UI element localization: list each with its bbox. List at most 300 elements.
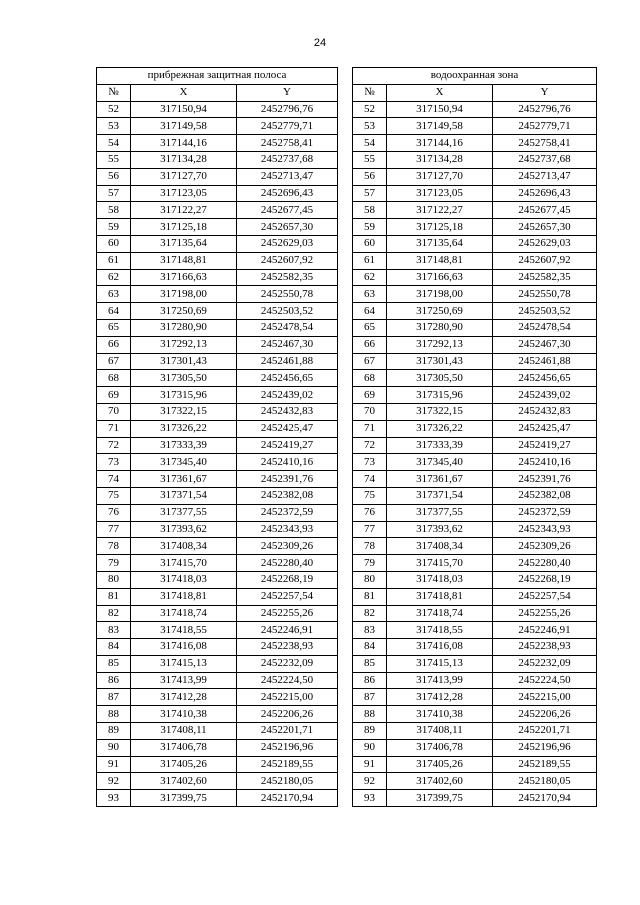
right-cell-num: 58 xyxy=(353,202,387,219)
right-cell-x: 317416,08 xyxy=(387,639,493,656)
left-cell-y: 2452478,54 xyxy=(237,319,338,336)
right-cell-y: 2452343,93 xyxy=(493,521,597,538)
left-cell-x: 317413,99 xyxy=(131,672,237,689)
table-row xyxy=(97,135,597,152)
right-cell-y: 2452478,54 xyxy=(493,319,597,336)
left-cell-x: 317122,27 xyxy=(131,202,237,219)
left-cell-y: 2452232,09 xyxy=(237,655,338,672)
table-title-row xyxy=(97,68,597,85)
left-cell-num: 70 xyxy=(97,403,131,420)
right-cell-y: 2452425,47 xyxy=(493,420,597,437)
left-cell-num: 76 xyxy=(97,504,131,521)
right-cell-num: 83 xyxy=(353,622,387,639)
table-row xyxy=(97,303,597,320)
left-cell-num: 90 xyxy=(97,739,131,756)
right-cell-num: 66 xyxy=(353,336,387,353)
right-cell-num: 84 xyxy=(353,639,387,656)
right-cell-num: 92 xyxy=(353,773,387,790)
left-cell-y: 2452550,78 xyxy=(237,286,338,303)
right-cell-num: 72 xyxy=(353,437,387,454)
left-cell-num: 79 xyxy=(97,555,131,572)
left-cell-num: 89 xyxy=(97,723,131,740)
column-gap xyxy=(338,471,353,488)
right-cell-y: 2452215,00 xyxy=(493,689,597,706)
table-body xyxy=(97,101,597,806)
left-cell-num: 57 xyxy=(97,185,131,202)
right-cell-x: 317125,18 xyxy=(387,219,493,236)
table-row xyxy=(97,319,597,336)
left-cell-y: 2452503,52 xyxy=(237,303,338,320)
right-header-x: X xyxy=(387,84,493,101)
table-row xyxy=(97,454,597,471)
column-gap xyxy=(338,723,353,740)
right-cell-y: 2452201,71 xyxy=(493,723,597,740)
right-cell-num: 89 xyxy=(353,723,387,740)
right-cell-x: 317292,13 xyxy=(387,336,493,353)
right-cell-num: 68 xyxy=(353,370,387,387)
column-gap xyxy=(338,571,353,588)
right-cell-x: 317410,38 xyxy=(387,706,493,723)
left-cell-x: 317127,70 xyxy=(131,168,237,185)
left-cell-y: 2452467,30 xyxy=(237,336,338,353)
column-gap xyxy=(338,319,353,336)
table-row xyxy=(97,706,597,723)
right-cell-y: 2452232,09 xyxy=(493,655,597,672)
left-cell-x: 317410,38 xyxy=(131,706,237,723)
left-cell-y: 2452196,96 xyxy=(237,739,338,756)
left-cell-num: 80 xyxy=(97,571,131,588)
right-cell-x: 317418,55 xyxy=(387,622,493,639)
right-cell-x: 317198,00 xyxy=(387,286,493,303)
right-cell-y: 2452391,76 xyxy=(493,471,597,488)
column-gap xyxy=(338,521,353,538)
column-gap xyxy=(338,84,353,101)
column-gap xyxy=(338,336,353,353)
right-cell-x: 317418,03 xyxy=(387,571,493,588)
left-cell-x: 317418,03 xyxy=(131,571,237,588)
right-cell-num: 91 xyxy=(353,756,387,773)
right-cell-num: 81 xyxy=(353,588,387,605)
right-cell-y: 2452382,08 xyxy=(493,487,597,504)
right-cell-y: 2452419,27 xyxy=(493,437,597,454)
right-cell-y: 2452255,26 xyxy=(493,605,597,622)
left-cell-y: 2452180,05 xyxy=(237,773,338,790)
right-cell-x: 317361,67 xyxy=(387,471,493,488)
column-gap xyxy=(338,403,353,420)
right-cell-num: 88 xyxy=(353,706,387,723)
left-cell-y: 2452607,92 xyxy=(237,252,338,269)
column-gap xyxy=(338,219,353,236)
left-cell-x: 317406,78 xyxy=(131,739,237,756)
left-cell-num: 73 xyxy=(97,454,131,471)
left-cell-num: 64 xyxy=(97,303,131,320)
table-row xyxy=(97,269,597,286)
column-gap xyxy=(338,655,353,672)
right-cell-y: 2452372,59 xyxy=(493,504,597,521)
right-cell-x: 317402,60 xyxy=(387,773,493,790)
left-cell-x: 317345,40 xyxy=(131,454,237,471)
right-cell-x: 317148,81 xyxy=(387,252,493,269)
right-cell-y: 2452737,68 xyxy=(493,151,597,168)
left-cell-y: 2452238,93 xyxy=(237,639,338,656)
right-cell-num: 71 xyxy=(353,420,387,437)
column-gap xyxy=(338,487,353,504)
left-cell-x: 317418,55 xyxy=(131,622,237,639)
left-cell-x: 317418,81 xyxy=(131,588,237,605)
right-header-y: Y xyxy=(493,84,597,101)
left-cell-num: 62 xyxy=(97,269,131,286)
right-cell-y: 2452713,47 xyxy=(493,168,597,185)
left-cell-num: 87 xyxy=(97,689,131,706)
left-cell-y: 2452758,41 xyxy=(237,135,338,152)
right-cell-y: 2452696,43 xyxy=(493,185,597,202)
right-cell-x: 317315,96 xyxy=(387,387,493,404)
table-row xyxy=(97,672,597,689)
left-cell-num: 56 xyxy=(97,168,131,185)
left-cell-num: 58 xyxy=(97,202,131,219)
table-row xyxy=(97,504,597,521)
table-row xyxy=(97,639,597,656)
right-cell-num: 55 xyxy=(353,151,387,168)
left-cell-y: 2452170,94 xyxy=(237,790,338,807)
table-row xyxy=(97,219,597,236)
page-number: 24 xyxy=(313,37,327,49)
column-gap xyxy=(338,622,353,639)
right-cell-num: 80 xyxy=(353,571,387,588)
table-header-row xyxy=(97,84,597,101)
right-cell-x: 317301,43 xyxy=(387,353,493,370)
left-cell-num: 85 xyxy=(97,655,131,672)
right-cell-y: 2452779,71 xyxy=(493,118,597,135)
left-cell-y: 2452461,88 xyxy=(237,353,338,370)
left-cell-x: 317305,50 xyxy=(131,370,237,387)
left-cell-num: 53 xyxy=(97,118,131,135)
table-row xyxy=(97,471,597,488)
left-cell-x: 317415,13 xyxy=(131,655,237,672)
left-cell-y: 2452696,43 xyxy=(237,185,338,202)
table-row xyxy=(97,336,597,353)
left-cell-y: 2452343,93 xyxy=(237,521,338,538)
table-row xyxy=(97,202,597,219)
right-cell-num: 82 xyxy=(353,605,387,622)
left-cell-x: 317166,63 xyxy=(131,269,237,286)
left-cell-num: 61 xyxy=(97,252,131,269)
right-cell-y: 2452257,54 xyxy=(493,588,597,605)
right-cell-y: 2452268,19 xyxy=(493,571,597,588)
column-gap xyxy=(338,353,353,370)
right-cell-y: 2452410,16 xyxy=(493,454,597,471)
left-cell-y: 2452246,91 xyxy=(237,622,338,639)
table-row xyxy=(97,370,597,387)
left-cell-y: 2452382,08 xyxy=(237,487,338,504)
left-cell-y: 2452657,30 xyxy=(237,219,338,236)
table-row xyxy=(97,387,597,404)
right-cell-y: 2452503,52 xyxy=(493,303,597,320)
left-cell-x: 317402,60 xyxy=(131,773,237,790)
left-cell-y: 2452224,50 xyxy=(237,672,338,689)
table-row xyxy=(97,655,597,672)
column-gap xyxy=(338,756,353,773)
right-cell-x: 317123,05 xyxy=(387,185,493,202)
right-cell-x: 317377,55 xyxy=(387,504,493,521)
left-cell-y: 2452439,02 xyxy=(237,387,338,404)
table-row xyxy=(97,185,597,202)
table-row xyxy=(97,622,597,639)
left-cell-y: 2452189,55 xyxy=(237,756,338,773)
table-row xyxy=(97,420,597,437)
table-row xyxy=(97,723,597,740)
left-cell-x: 317123,05 xyxy=(131,185,237,202)
right-cell-x: 317322,15 xyxy=(387,403,493,420)
right-cell-x: 317135,64 xyxy=(387,235,493,252)
table-row xyxy=(97,353,597,370)
right-cell-num: 61 xyxy=(353,252,387,269)
table-row xyxy=(97,538,597,555)
left-cell-num: 66 xyxy=(97,336,131,353)
column-gap xyxy=(338,689,353,706)
column-gap xyxy=(338,269,353,286)
column-gap xyxy=(338,588,353,605)
left-cell-x: 317415,70 xyxy=(131,555,237,572)
right-cell-x: 317413,99 xyxy=(387,672,493,689)
left-cell-y: 2452629,03 xyxy=(237,235,338,252)
left-cell-y: 2452391,76 xyxy=(237,471,338,488)
right-cell-y: 2452456,65 xyxy=(493,370,597,387)
column-gap xyxy=(338,118,353,135)
left-cell-x: 317393,62 xyxy=(131,521,237,538)
left-cell-num: 72 xyxy=(97,437,131,454)
left-cell-num: 78 xyxy=(97,538,131,555)
column-gap xyxy=(338,706,353,723)
right-cell-num: 78 xyxy=(353,538,387,555)
column-gap xyxy=(338,538,353,555)
left-section-title: прибрежная защитная полоса xyxy=(97,68,338,85)
right-cell-y: 2452189,55 xyxy=(493,756,597,773)
table-row xyxy=(97,286,597,303)
left-cell-x: 317408,34 xyxy=(131,538,237,555)
left-cell-x: 317250,69 xyxy=(131,303,237,320)
right-cell-num: 60 xyxy=(353,235,387,252)
table-row xyxy=(97,790,597,807)
right-cell-num: 62 xyxy=(353,269,387,286)
left-cell-num: 59 xyxy=(97,219,131,236)
right-cell-y: 2452657,30 xyxy=(493,219,597,236)
right-cell-num: 64 xyxy=(353,303,387,320)
left-cell-num: 81 xyxy=(97,588,131,605)
right-cell-num: 77 xyxy=(353,521,387,538)
left-cell-y: 2452425,47 xyxy=(237,420,338,437)
left-header-x: X xyxy=(131,84,237,101)
column-gap xyxy=(338,437,353,454)
column-gap xyxy=(338,555,353,572)
column-gap xyxy=(338,605,353,622)
left-cell-x: 317361,67 xyxy=(131,471,237,488)
left-cell-x: 317292,13 xyxy=(131,336,237,353)
left-cell-x: 317326,22 xyxy=(131,420,237,437)
right-cell-x: 317415,13 xyxy=(387,655,493,672)
table-row xyxy=(97,151,597,168)
right-cell-num: 53 xyxy=(353,118,387,135)
right-cell-num: 76 xyxy=(353,504,387,521)
right-cell-x: 317166,63 xyxy=(387,269,493,286)
left-cell-y: 2452677,45 xyxy=(237,202,338,219)
left-cell-y: 2452372,59 xyxy=(237,504,338,521)
column-gap xyxy=(338,185,353,202)
right-cell-num: 75 xyxy=(353,487,387,504)
left-cell-y: 2452779,71 xyxy=(237,118,338,135)
right-cell-y: 2452677,45 xyxy=(493,202,597,219)
left-cell-x: 317315,96 xyxy=(131,387,237,404)
right-cell-y: 2452170,94 xyxy=(493,790,597,807)
left-cell-x: 317198,00 xyxy=(131,286,237,303)
right-cell-x: 317127,70 xyxy=(387,168,493,185)
table-row xyxy=(97,437,597,454)
right-cell-num: 54 xyxy=(353,135,387,152)
right-cell-y: 2452280,40 xyxy=(493,555,597,572)
left-cell-x: 317412,28 xyxy=(131,689,237,706)
left-cell-y: 2452796,76 xyxy=(237,101,338,118)
left-cell-num: 77 xyxy=(97,521,131,538)
left-header-num: № xyxy=(97,84,131,101)
column-gap xyxy=(338,672,353,689)
right-cell-x: 317393,62 xyxy=(387,521,493,538)
right-cell-y: 2452246,91 xyxy=(493,622,597,639)
right-cell-x: 317326,22 xyxy=(387,420,493,437)
table-row xyxy=(97,403,597,420)
column-gap xyxy=(338,454,353,471)
right-cell-x: 317408,34 xyxy=(387,538,493,555)
left-cell-num: 71 xyxy=(97,420,131,437)
left-cell-num: 55 xyxy=(97,151,131,168)
left-cell-y: 2452309,26 xyxy=(237,538,338,555)
left-cell-num: 52 xyxy=(97,101,131,118)
right-cell-x: 317333,39 xyxy=(387,437,493,454)
left-cell-num: 83 xyxy=(97,622,131,639)
right-cell-x: 317418,81 xyxy=(387,588,493,605)
left-cell-y: 2452255,26 xyxy=(237,605,338,622)
column-gap xyxy=(338,151,353,168)
right-cell-x: 317412,28 xyxy=(387,689,493,706)
column-gap xyxy=(338,504,353,521)
right-cell-x: 317134,28 xyxy=(387,151,493,168)
table-row xyxy=(97,773,597,790)
right-cell-num: 52 xyxy=(353,101,387,118)
right-cell-x: 317149,58 xyxy=(387,118,493,135)
left-cell-y: 2452206,26 xyxy=(237,706,338,723)
right-cell-x: 317371,54 xyxy=(387,487,493,504)
left-cell-num: 54 xyxy=(97,135,131,152)
right-cell-num: 69 xyxy=(353,387,387,404)
left-cell-num: 60 xyxy=(97,235,131,252)
left-cell-x: 317399,75 xyxy=(131,790,237,807)
right-cell-num: 86 xyxy=(353,672,387,689)
left-cell-y: 2452432,83 xyxy=(237,403,338,420)
left-cell-x: 317408,11 xyxy=(131,723,237,740)
left-cell-x: 317150,94 xyxy=(131,101,237,118)
right-cell-num: 65 xyxy=(353,319,387,336)
left-cell-y: 2452280,40 xyxy=(237,555,338,572)
right-cell-y: 2452180,05 xyxy=(493,773,597,790)
right-cell-num: 79 xyxy=(353,555,387,572)
column-gap xyxy=(338,420,353,437)
left-cell-y: 2452582,35 xyxy=(237,269,338,286)
table-row xyxy=(97,689,597,706)
right-cell-x: 317250,69 xyxy=(387,303,493,320)
left-cell-x: 317333,39 xyxy=(131,437,237,454)
column-gap xyxy=(338,101,353,118)
left-cell-y: 2452268,19 xyxy=(237,571,338,588)
right-cell-x: 317122,27 xyxy=(387,202,493,219)
column-gap xyxy=(338,790,353,807)
left-cell-y: 2452410,16 xyxy=(237,454,338,471)
left-cell-num: 74 xyxy=(97,471,131,488)
right-cell-x: 317150,94 xyxy=(387,101,493,118)
left-cell-x: 317405,26 xyxy=(131,756,237,773)
left-cell-num: 91 xyxy=(97,756,131,773)
right-cell-num: 63 xyxy=(353,286,387,303)
right-cell-y: 2452467,30 xyxy=(493,336,597,353)
left-cell-num: 67 xyxy=(97,353,131,370)
left-cell-y: 2452737,68 xyxy=(237,151,338,168)
right-cell-num: 93 xyxy=(353,790,387,807)
column-gap xyxy=(338,303,353,320)
left-cell-num: 84 xyxy=(97,639,131,656)
right-cell-x: 317144,16 xyxy=(387,135,493,152)
table-row xyxy=(97,101,597,118)
left-cell-y: 2452215,00 xyxy=(237,689,338,706)
right-cell-x: 317406,78 xyxy=(387,739,493,756)
right-cell-y: 2452196,96 xyxy=(493,739,597,756)
right-cell-num: 56 xyxy=(353,168,387,185)
table-row xyxy=(97,756,597,773)
right-section-title: водоохранная зона xyxy=(353,68,597,85)
table-row xyxy=(97,555,597,572)
left-cell-num: 68 xyxy=(97,370,131,387)
right-cell-y: 2452629,03 xyxy=(493,235,597,252)
column-gap xyxy=(338,370,353,387)
table-row xyxy=(97,521,597,538)
right-cell-y: 2452439,02 xyxy=(493,387,597,404)
left-cell-x: 317149,58 xyxy=(131,118,237,135)
table-row xyxy=(97,118,597,135)
right-cell-num: 85 xyxy=(353,655,387,672)
table-row xyxy=(97,252,597,269)
right-cell-x: 317415,70 xyxy=(387,555,493,572)
column-gap xyxy=(338,202,353,219)
column-gap xyxy=(338,739,353,756)
right-cell-y: 2452461,88 xyxy=(493,353,597,370)
right-cell-y: 2452206,26 xyxy=(493,706,597,723)
right-cell-y: 2452224,50 xyxy=(493,672,597,689)
left-cell-num: 92 xyxy=(97,773,131,790)
right-cell-x: 317405,26 xyxy=(387,756,493,773)
column-gap xyxy=(338,252,353,269)
table-row xyxy=(97,588,597,605)
left-header-y: Y xyxy=(237,84,338,101)
left-cell-x: 317135,64 xyxy=(131,235,237,252)
right-cell-num: 87 xyxy=(353,689,387,706)
left-cell-num: 69 xyxy=(97,387,131,404)
right-cell-y: 2452550,78 xyxy=(493,286,597,303)
table-row xyxy=(97,235,597,252)
right-cell-y: 2452796,76 xyxy=(493,101,597,118)
left-cell-num: 82 xyxy=(97,605,131,622)
coordinates-table xyxy=(96,67,597,807)
left-cell-num: 63 xyxy=(97,286,131,303)
left-cell-x: 317416,08 xyxy=(131,639,237,656)
left-cell-x: 317148,81 xyxy=(131,252,237,269)
left-cell-y: 2452201,71 xyxy=(237,723,338,740)
